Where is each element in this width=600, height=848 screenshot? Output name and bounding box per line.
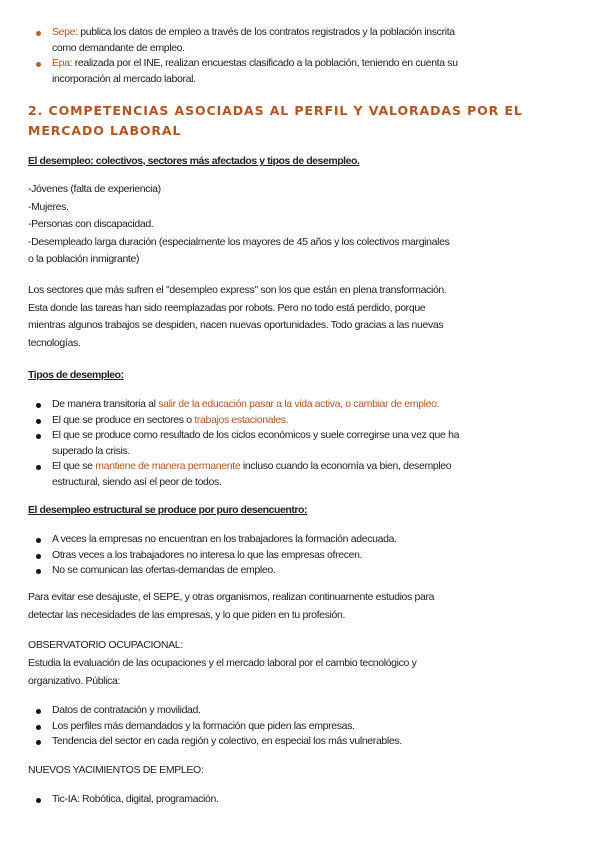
type-highlight: trabajos estacionales.	[194, 413, 289, 426]
source-text: publica los datos de empleo a través de los contratos registrados y la población inscrita	[77, 26, 455, 38]
list-item	[28, 56, 573, 87]
bullet-icon	[36, 434, 41, 439]
subheading-tipos: Tipos de desempleo:	[28, 369, 124, 381]
bullet-icon	[36, 798, 41, 803]
yacimientos-list	[28, 792, 573, 808]
paragraph-line: organizativo. Pública:	[28, 674, 121, 687]
type-text: El que se produce como resultado de los ciclos económicos y suele corregirse una vez que ha	[52, 429, 460, 441]
paragraph-line: Esta donde las tareas han sido reemplazadas por robots. Pero no todo está perdido, porque	[28, 301, 426, 314]
type-text: incluso cuando la economía va bien, desempleo	[240, 460, 452, 472]
type-text: El que se produce en sectores o	[52, 413, 195, 426]
observatorio-list	[28, 703, 573, 750]
collective-line: -Personas con discapacidad.	[28, 218, 154, 230]
collective-line: -Mujeres.	[28, 200, 69, 213]
bullet-icon	[36, 538, 41, 543]
paragraph-line: tecnologías.	[28, 336, 81, 349]
list-item	[28, 792, 573, 808]
observatorio-text: Tendencia del sector en cada región y colectivo, en especial los más vulnerables.	[52, 735, 402, 747]
collective-line: -Jóvenes (falta de experiencia)	[28, 183, 161, 195]
paragraph-line: Los sectores que más sufren el "desempleo express" son los que están en plena transformación.	[28, 284, 447, 296]
collective-line: o la población inmigrante)	[28, 253, 140, 265]
sectors-paragraph	[28, 282, 573, 352]
paragraph-line: detectar las necesidades de las empresas, y lo que piden en tu profesión.	[28, 608, 346, 621]
list-item	[28, 734, 573, 750]
source-name: Epa:	[52, 57, 73, 69]
bullet-icon	[36, 725, 41, 730]
bullet-icon	[36, 465, 41, 470]
section-title: 2. COMPETENCIAS ASOCIADAS AL PERFIL Y VALORADAS POR EL MERCADO LABORAL	[28, 103, 523, 138]
paragraph-line: Para evitar ese desajuste, el SEPE, y otras organismos, realizan continuamente estudios para	[28, 591, 435, 603]
type-text: De manera transitoria al	[52, 398, 159, 410]
structural-text: Otras veces a los trabajadores no interesa lo que las empresas ofrecen.	[52, 548, 363, 561]
paragraph-line: mientras algunos trabajos se despiden, nacen nuevas oportunidades. Todo gracias a las nuevas	[28, 319, 444, 331]
bullet-icon	[36, 31, 41, 36]
subheading-desempleo: El desempleo: colectivos, sectores más afectados y tipos de desempleo.	[28, 155, 360, 167]
bullet-icon	[36, 62, 41, 67]
type-text-cont: superado la crisis.	[52, 444, 130, 457]
structural-list	[28, 532, 573, 579]
list-item	[28, 703, 573, 719]
observatorio-description	[28, 655, 573, 690]
type-highlight: mantiene de manera permanente	[95, 460, 241, 472]
list-item	[28, 719, 573, 735]
list-item	[28, 397, 573, 413]
bullet-icon	[36, 569, 41, 574]
observatorio-heading: OBSERVATORIO OCUPACIONAL:	[28, 639, 183, 651]
structural-text: A veces la empresas no encuentran en los trabajadores la formación adecuada.	[52, 533, 397, 545]
types-list	[28, 397, 573, 490]
list-item	[28, 413, 573, 429]
source-text-cont: como demandante de empleo.	[52, 41, 185, 54]
source-text: realizada por el INE, realizan encuestas clasificado a la población, teniendo en cuenta su	[72, 57, 458, 69]
type-highlight: salir de la educación pasar a la vida activa, o cambiar de empleo.	[158, 398, 440, 410]
type-text-cont: estructural, siendo así el peor de todos.	[52, 475, 222, 488]
list-item	[28, 563, 573, 579]
bullet-icon	[36, 419, 41, 424]
subheading-estructural: El desempleo estructural se produce por puro desencuentro:	[28, 504, 308, 516]
bullet-icon	[36, 403, 41, 408]
list-item	[28, 548, 573, 564]
list-item	[28, 25, 573, 56]
yacimientos-text: Tic-IA: Robótica, digital, programación.	[52, 793, 219, 805]
observatorio-text: Los perfiles más demandados y la formación que piden las empresas.	[52, 719, 355, 732]
yacimientos-heading: NUEVOS YACIMIENTOS DE EMPLEO:	[28, 764, 204, 776]
list-item	[28, 459, 573, 490]
bullet-icon	[36, 554, 41, 559]
structural-text: No se comunican las ofertas-demandas de empleo.	[52, 564, 276, 576]
bullet-icon	[36, 709, 41, 714]
bullet-icon	[36, 740, 41, 745]
observatorio-text: Datos de contratación y movilidad.	[52, 704, 201, 716]
source-text-cont: incorporación al mercado laboral.	[52, 72, 196, 85]
type-text: El que se	[52, 460, 96, 472]
list-item	[28, 428, 573, 459]
paragraph-line: Estudia la evaluación de las ocupaciones y el mercado laboral por el cambio tecnológico y	[28, 657, 417, 669]
list-item	[28, 532, 573, 548]
collectives-list	[28, 181, 573, 269]
source-name: Sepe:	[52, 26, 78, 38]
sepe-paragraph	[28, 589, 573, 624]
sources-list	[28, 25, 573, 87]
collective-line: -Desempleado larga duración (especialmente los mayores de 45 años y los colectivos marginales	[28, 235, 450, 248]
